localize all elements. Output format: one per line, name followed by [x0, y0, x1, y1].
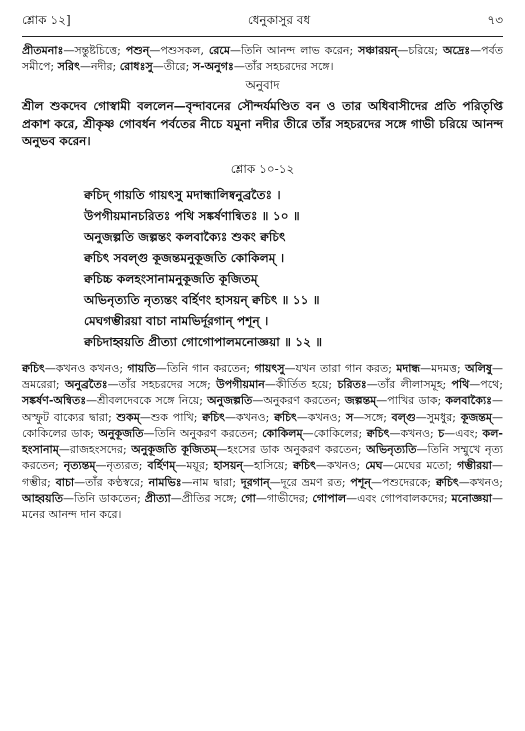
sanskrit-term: গায়ৎসু	[254, 361, 285, 375]
sanskrit-term: নৃত্যন্তম্	[63, 459, 96, 473]
sanskrit-term: রোধঃসু	[119, 59, 153, 73]
sanskrit-term: অভিনৃত্যতি	[366, 443, 417, 457]
term-meaning: —রাজহংসদের;	[58, 443, 132, 457]
sanskrit-term: গায়তি	[127, 361, 156, 375]
term-meaning: —কখনও;	[458, 475, 503, 489]
sanskrit-term: অনুজল্পতি	[207, 394, 253, 408]
sanskrit-term: সঞ্চারয়ন্	[358, 44, 398, 57]
term-meaning: —গম্ভীর;	[22, 459, 503, 489]
sanskrit-term: অনুকূজতি	[98, 426, 144, 440]
verse-block	[84, 185, 503, 353]
term-meaning: —শুক পাখি;	[139, 410, 203, 424]
sanskrit-term: আহ্বয়তি	[22, 492, 63, 506]
term-meaning: —নৃত্যরত;	[95, 459, 148, 473]
sanskrit-term: কোকিলম্	[262, 426, 303, 440]
sanskrit-term: মনোজ্ঞয়া	[451, 492, 492, 506]
sanskrit-term: অলিষু	[465, 361, 492, 375]
term-meaning: —পর্বত সমীপে;	[22, 44, 503, 73]
verse-line: অনুজল্পতি জল্পন্তং কলবাক্যৈঃ শুকং ক্বচিৎ	[84, 229, 286, 244]
term-meaning: —কখনও;	[389, 426, 439, 440]
sanskrit-term: ক্বচিৎ	[274, 410, 297, 424]
term-meaning: —কখনও;	[296, 410, 346, 424]
term-meaning: —মনের আনন্দ দান করে।	[22, 492, 503, 522]
sanskrit-term: প্রীত্যা	[144, 492, 171, 506]
verse-title: শ্লোক ১০-১২	[230, 161, 295, 176]
sanskrit-term: অনুকূজতি কূজিতম্	[131, 443, 217, 457]
sanskrit-term: মদান্ধ	[396, 361, 421, 375]
term-meaning: —সঙ্গে;	[353, 410, 392, 424]
sanskrit-term: কল-হংসানাম্	[22, 426, 503, 457]
sanskrit-term: স	[345, 410, 354, 424]
term-meaning: —তিনি গান করতেন;	[155, 361, 255, 375]
sanskrit-term: অনুব্রতৈঃ	[64, 377, 108, 391]
sanskrit-term: ক্বচিৎ	[435, 475, 459, 489]
sanskrit-term: প্রীতমনাঃ	[22, 44, 64, 57]
term-meaning: —তাঁর কণ্ঠস্বরে;	[74, 475, 149, 489]
synonyms-paragraph-bottom	[22, 361, 503, 524]
term-meaning: —তাঁর সহচরদের সঙ্গে;	[107, 377, 217, 391]
term-meaning: —এবং গোপবালকদের;	[346, 492, 452, 506]
sanskrit-term: জল্পন্তম্	[344, 394, 377, 408]
sanskrit-term: গোপাল	[312, 492, 347, 506]
verse-line: ক্বচিদ্ গায়তি গায়ৎসু মদান্ধালিষ্বনুব্রতৈঃ ।	[84, 187, 281, 202]
sanskrit-term: পশুন্	[125, 44, 150, 57]
term-meaning: —শ্রীবলদেবকে সঙ্গে নিয়ে;	[86, 394, 208, 408]
sanskrit-term: উপগীয়মান	[216, 377, 265, 391]
sanskrit-term: বাচা	[55, 475, 75, 489]
sanskrit-term: নামভিঃ	[148, 475, 182, 489]
term-meaning: —মদমত্ত;	[420, 361, 466, 375]
term-meaning: —পশুসকল,	[149, 44, 209, 57]
translation-heading: অনুবাদ	[245, 78, 280, 93]
header-verse-ref: শ্লোক ১২]	[22, 13, 71, 27]
term-meaning: —মেঘের মতো;	[382, 459, 458, 473]
sanskrit-term: সঙ্কর্ষণ-অন্বিতঃ	[22, 394, 87, 408]
term-meaning: —সুমধুর;	[415, 410, 461, 424]
term-meaning: —হাসিয়ে;	[242, 459, 294, 473]
sanskrit-term: বল্গু	[391, 410, 416, 424]
term-meaning: —অনুকরণ করতেন;	[252, 394, 345, 408]
translation-text: শ্রীল শুকদেব গোস্বামী বললেন—বৃন্দাবনের সৌন্দর্যমণ্ডিত বন ও তার অধিবাসীদের প্রতি পরিতৃপ্তি প্রকাশ করে, শ্রীকৃষ্ণ গোবর্ধন পর্বতের নীচে যমুনা নদীর তীরে তাঁর সহচরদের সঙ্গে গাভী চরিয়ে আনন্দ অনুভব করেন।	[22, 99, 503, 149]
term-meaning: —তিনি সম্মুখে নৃত্য করতেন;	[22, 443, 503, 473]
term-meaning: —চরিয়ে;	[397, 44, 444, 57]
term-meaning: —প্রীতির সঙ্গে;	[170, 492, 241, 506]
verse-line: ক্বচিৎ সবল্গু কূজন্তমনুকূজতি কোকিলম্ ।	[84, 250, 285, 265]
sanskrit-term: দূরগান্	[240, 475, 270, 489]
term-meaning: —দূরে ভ্রমণ রত;	[269, 475, 351, 489]
term-meaning: —নদীর;	[79, 59, 120, 73]
sanskrit-term: রেমে	[208, 44, 230, 57]
term-meaning: —তাঁর লীলাসমূহ;	[366, 377, 452, 391]
term-meaning: —তীরে;	[152, 59, 193, 73]
synonyms-paragraph-top	[22, 43, 503, 74]
term-meaning: —কোকিলের;	[302, 426, 367, 440]
term-meaning: —পথে;	[469, 377, 503, 391]
term-meaning: —কখনও কখনও;	[44, 361, 128, 375]
sanskrit-term: পশূন্	[350, 475, 371, 489]
sanskrit-term: ক্বচিৎ	[202, 410, 226, 424]
term-meaning: —তাঁর সহচরদের সঙ্গে।	[233, 59, 334, 73]
sanskrit-term: চরিতঃ	[337, 377, 367, 391]
term-meaning: —কীর্তিত হয়ে;	[264, 377, 338, 391]
term-meaning: —ময়ূর;	[175, 459, 214, 473]
header-chapter-title: ধেনুকাসুর বধ	[247, 13, 311, 27]
term-meaning: —গাভীদের;	[255, 492, 313, 506]
verse-line: ক্বচিচ্চ কলহংসানামনুকূজতি কূজিতম্	[84, 271, 258, 286]
verse-line: ক্বচিদাহ্বয়তি প্রীত্যা গোগোপালমনোজ্ঞয়া ॥ ১২ ॥	[84, 334, 323, 349]
term-meaning: —অস্ফুট বাক্যের দ্বারা;	[22, 394, 503, 424]
verse-line: অভিনৃত্যতি নৃত্যন্তং বর্হিণং হাসয়ন্ ক্বচিৎ ॥ ১১ ॥	[84, 292, 320, 307]
term-meaning: —কখনও;	[225, 410, 275, 424]
verse-line: মেঘগম্ভীরয়া বাচা নামভির্দূরগান্ পশূন্ ।	[84, 313, 269, 328]
term-meaning: —সন্তুষ্টচিত্তে;	[63, 44, 126, 57]
term-meaning: —তিনি অনুকরণ করতেন;	[143, 426, 263, 440]
sanskrit-term: হাসয়ন্	[213, 459, 243, 473]
term-meaning: —তিনি ডাকতেন;	[62, 492, 145, 506]
term-meaning: —তিনি আনন্দ লাভ করেন;	[229, 44, 359, 57]
running-header	[22, 12, 503, 37]
sanskrit-term: অদ্রেঃ	[443, 44, 471, 57]
sanskrit-term: চ	[438, 426, 445, 440]
verse-line: উপগীয়মানচরিতঃ পথি সঙ্কর্ষণান্বিতঃ ॥ ১০ ॥	[84, 208, 300, 223]
term-meaning: —পশুদেরকে;	[370, 475, 436, 489]
sanskrit-term: বর্হিণম্	[147, 459, 176, 473]
sanskrit-term: ক্বচিৎ	[22, 361, 45, 375]
sanskrit-term: গো	[240, 492, 256, 506]
sanskrit-term: ক্বচিৎ	[366, 426, 390, 440]
sanskrit-term: কলবাক্যৈঃ	[445, 394, 492, 408]
sanskrit-term: পথি	[451, 377, 470, 391]
sanskrit-term: সরিৎ	[57, 59, 80, 73]
sanskrit-term: স-অনুগঃ	[192, 59, 234, 73]
sanskrit-term: শুকম্	[116, 410, 140, 424]
sanskrit-term: মেঘ	[365, 459, 383, 473]
term-meaning: —যখন তারা গান করত;	[284, 361, 397, 375]
sanskrit-term: ক্বচিৎ	[293, 459, 316, 473]
term-meaning: —নাম দ্বারা;	[181, 475, 241, 489]
sanskrit-term: গম্ভীরয়া	[457, 459, 492, 473]
sanskrit-term: কূজন্তম্	[460, 410, 492, 424]
header-page-number: ৭৩	[487, 13, 503, 27]
term-meaning: —পাখির ডাক;	[376, 394, 446, 408]
term-meaning: —কখনও;	[315, 459, 366, 473]
term-meaning: —ভ্রমরেরা;	[22, 361, 503, 391]
term-meaning: —কোকিলের ডাক;	[22, 410, 503, 440]
term-meaning: —হংসের ডাক অনুকরণ করতেন;	[216, 443, 367, 457]
book-page	[22, 12, 503, 524]
term-meaning: —এবং;	[444, 426, 483, 440]
